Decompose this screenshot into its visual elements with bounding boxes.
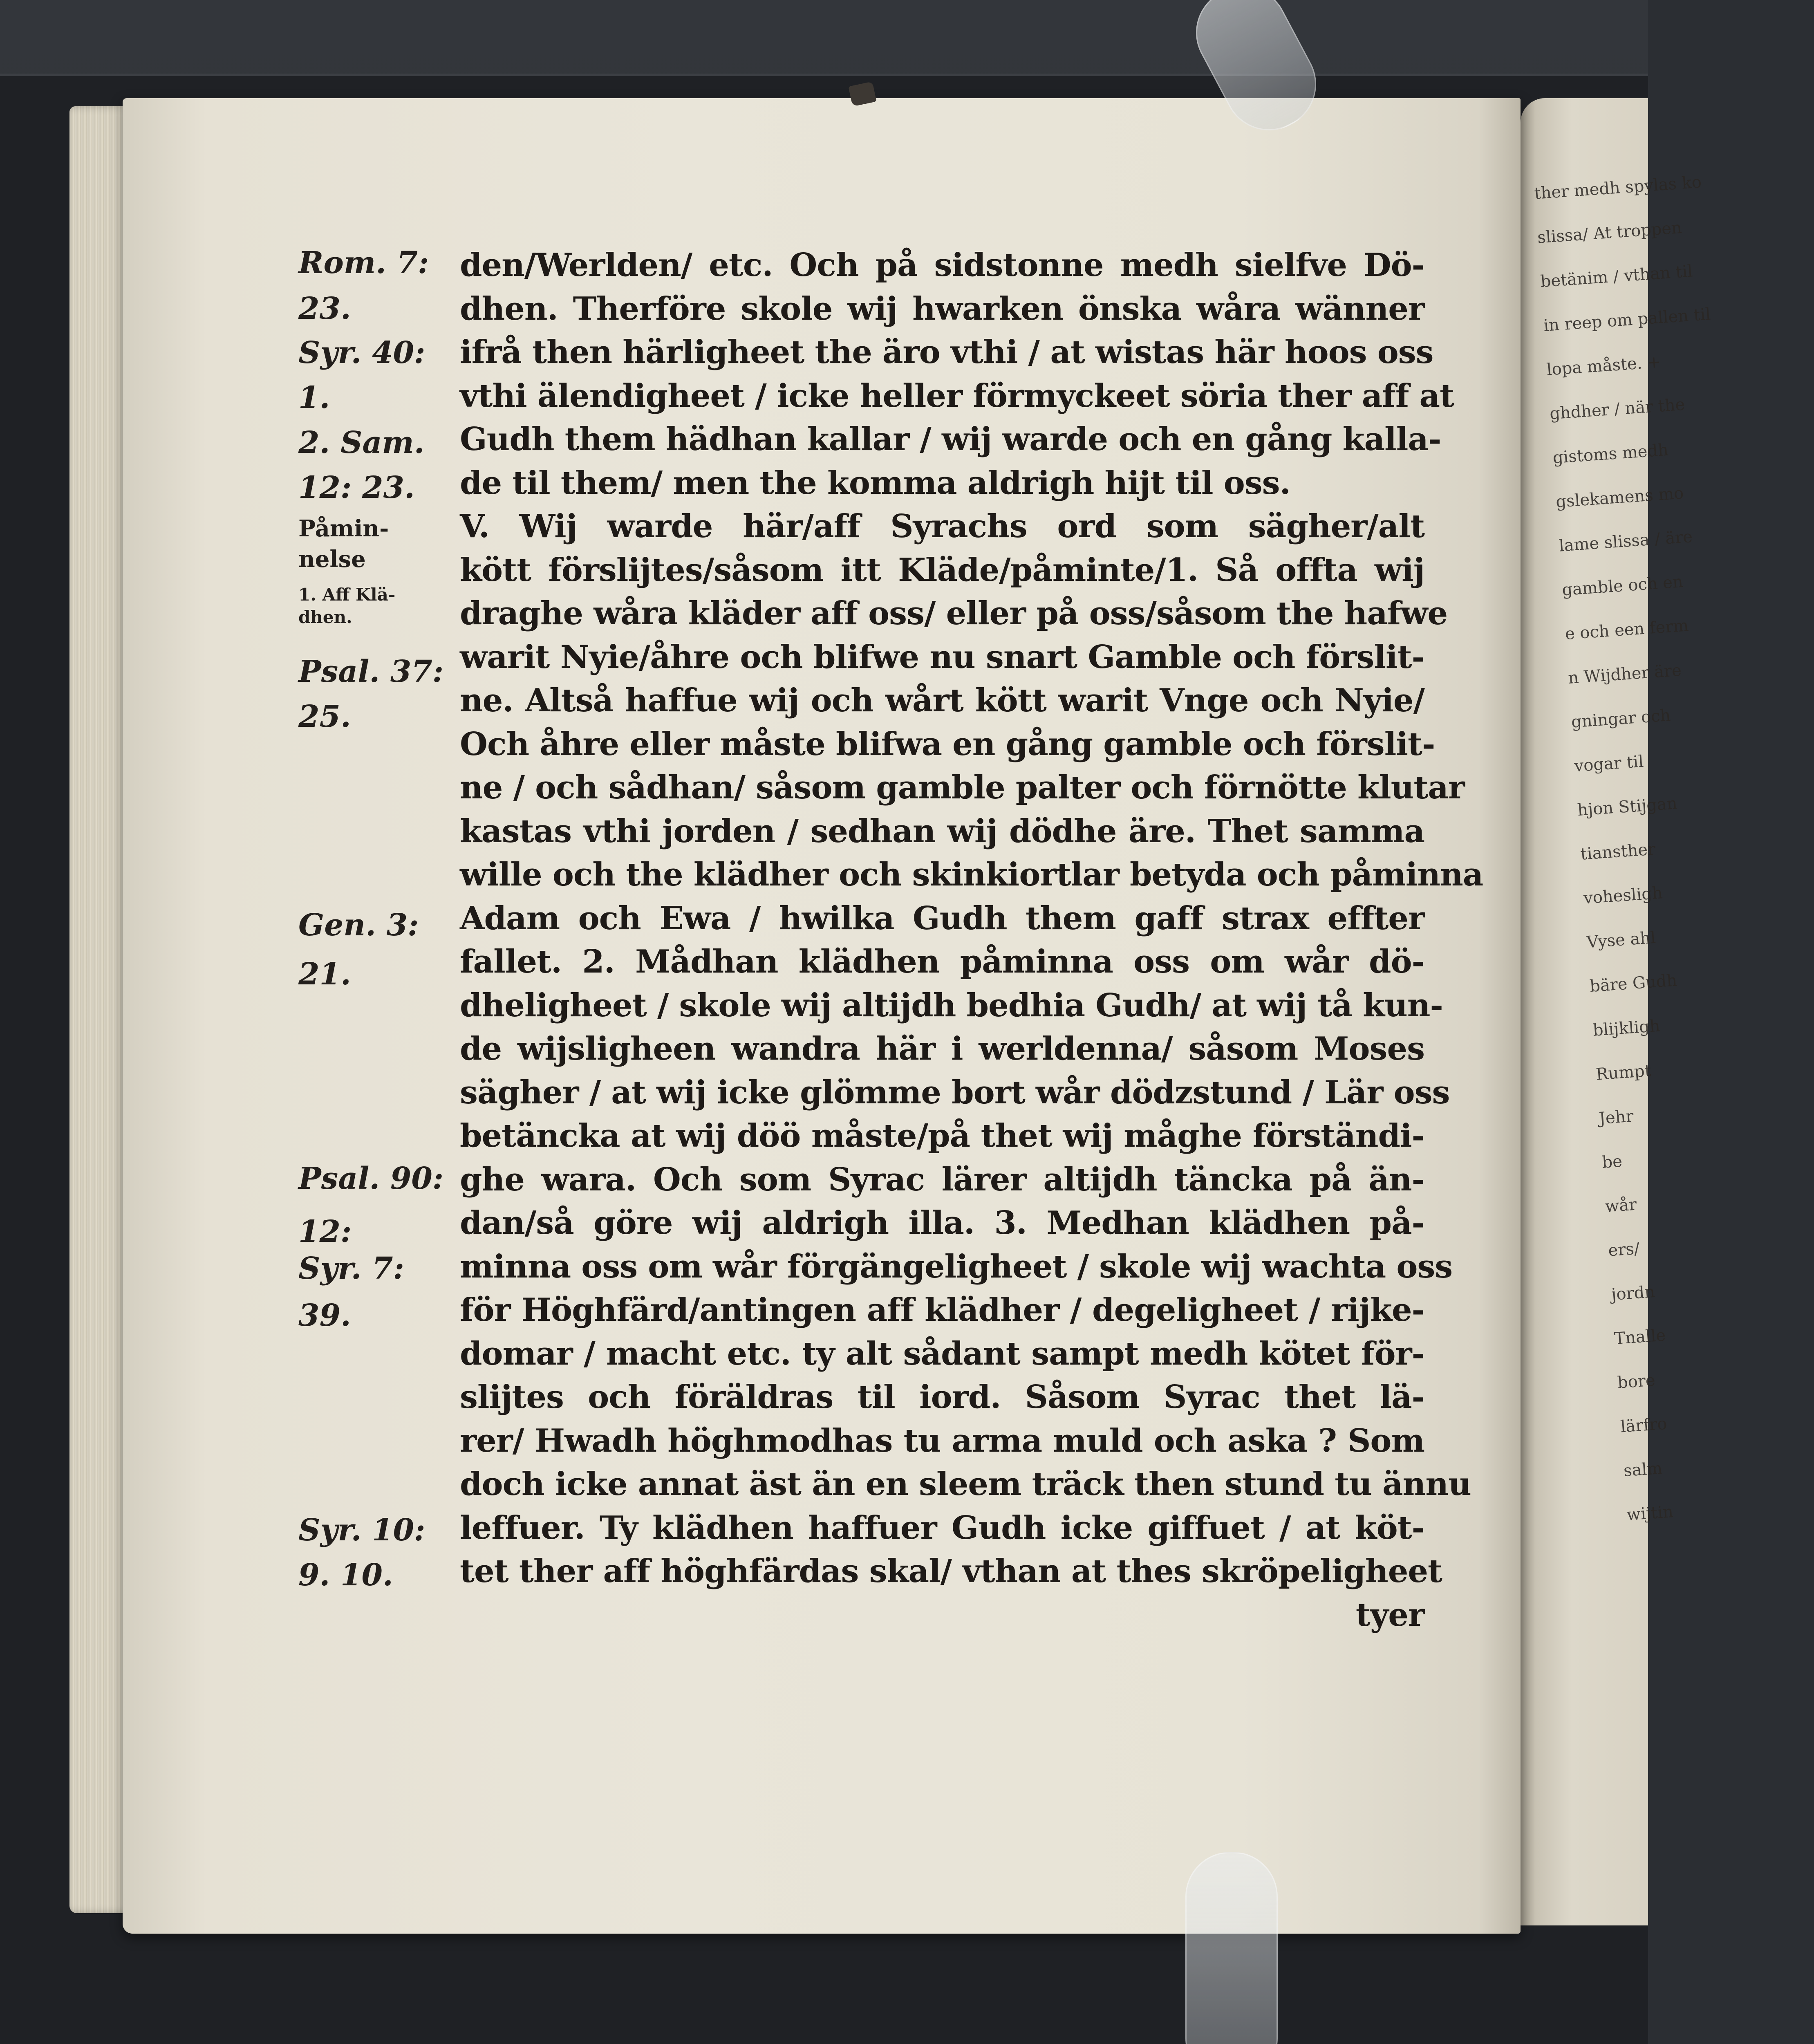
text-line: sägher / at wij icke glömme bort wår dödzstund / Lär oss [460, 1074, 1450, 1111]
margin-note: 9. 10. [298, 1558, 393, 1593]
facing-page-line: be [1601, 1152, 1623, 1172]
facing-page-line: Rumpt [1595, 1061, 1652, 1084]
margin-note: Syr. 10: [298, 1513, 426, 1548]
facing-page-line: wijtin [1626, 1502, 1674, 1524]
margin-note: Psal. 90: [298, 1161, 444, 1196]
text-line: de wijsligheen wandra här i werldenna/ såsom Moses [460, 1030, 1424, 1067]
text-line: dhen. Therföre skole wij hwarken önska wåra wänner [460, 290, 1424, 327]
facing-page-line: betänim / vthan til [1540, 262, 1693, 291]
facing-page-line: lärfro [1620, 1414, 1668, 1437]
facing-page-line: Vyse ahl [1586, 928, 1657, 952]
text-line: ghe wara. Och som Syrac lärer altijdh täncka på än- [460, 1161, 1424, 1198]
facing-page-line: gningar och [1570, 706, 1671, 732]
margin-note: Gen. 3: [298, 908, 419, 943]
margin-note: nelse [298, 546, 366, 573]
text-line: warit Nyie/åhre och blifwe nu snart Gamble och förslit- [460, 638, 1424, 676]
text-line: vthi älendigheet / icke heller förmyckeet söria ther aff at [460, 377, 1454, 415]
margin-note: 12: 23. [298, 470, 415, 505]
text-line: de til them/ men the komma aldrigh hijt til oss. [460, 464, 1290, 502]
facing-page-line: bore [1617, 1371, 1656, 1392]
facing-page-line: lame slissa / äre [1558, 527, 1693, 556]
facing-page-line: wår [1604, 1195, 1637, 1216]
text-line: Gudh them hädhan kallar / wij warde och en gång kalla- [460, 421, 1441, 458]
text-line: draghe wåra kläder aff oss/ eller på oss/såsom the hafwe [460, 595, 1448, 632]
facing-page-text [1533, 163, 1777, 1803]
text-line: dheligheet / skole wij altijdh bedhia Gudh/ at wij tå kun- [460, 986, 1443, 1024]
facing-page-line: gslekamens mo [1555, 484, 1684, 511]
text-line: fallet. 2. Mådhan klädhen påminna oss om wår dö- [460, 943, 1424, 980]
facing-page-line: tiansther [1580, 840, 1656, 864]
catchword: tyer [1355, 1596, 1424, 1634]
margin-note: 1. Aff Klä- [298, 585, 396, 605]
facing-page-line: salm [1623, 1459, 1663, 1481]
text-line: ne. Altså haffue wij och wårt kött warit Vnge och Nyie/ [460, 682, 1424, 719]
text-line: slijtes och föräldras til iord. Såsom Syrac thet lä- [460, 1378, 1424, 1416]
facing-page-line: e och een ferm [1564, 616, 1689, 644]
facing-page-line: in reep om pallen til [1543, 305, 1711, 336]
margin-note: 39. [298, 1298, 351, 1333]
text-line: doch icke annat äst än en sleem träck then stund tu ännu [460, 1466, 1471, 1503]
page-text-block [460, 244, 1483, 1781]
margin-note: 12: [298, 1214, 352, 1249]
margin-note: Rom. 7: [298, 245, 429, 280]
text-line: rer/ Hwadh höghmodhas tu arma muld och aska ? Som [460, 1422, 1424, 1459]
text-line: för Höghfärd/antingen aff klädher / degeligheet / rijke- [460, 1291, 1424, 1329]
facing-page-line: hjon Stijgan [1577, 794, 1678, 820]
facing-page-right [1521, 98, 1711, 1925]
text-line: kött förslijtes/såsom itt Kläde/påminte/1. Så offta wij [460, 551, 1424, 589]
facing-page-line: Jehr [1598, 1107, 1634, 1128]
text-line: domar / macht etc. ty alt sådant sampt medh kötet för- [460, 1335, 1424, 1372]
margin-note: dhen. [298, 607, 352, 627]
text-line: den/Werlden/ etc. Och på sidstonne medh sielfve Dö- [460, 247, 1424, 284]
text-line: V. Wij warde här/aff Syrachs ord som sägher/alt [460, 508, 1424, 545]
facing-page-line: jordn [1610, 1282, 1656, 1304]
margin-note: 23. [298, 291, 351, 326]
text-line: ifrå then härligheet the äro vthi / at wistas här hoos oss [460, 334, 1433, 371]
facing-page-line: bäre Gudh [1589, 971, 1678, 996]
text-line: Adam och Ewa / hwilka Gudh them gaff strax effter [460, 899, 1424, 937]
text-line: kastas vthi jorden / sedhan wij dödhe äre. Thet samma [460, 812, 1424, 850]
facing-page-line: ther medh spylas ko [1534, 173, 1702, 203]
text-line: minna oss om wår förgängeligheet / skole wij wachta oss [460, 1248, 1453, 1285]
text-line: wille och the klädher och skinkiortlar betyda och påminna [460, 856, 1483, 893]
margin-note: Syr. 40: [298, 335, 426, 370]
facing-page-line: gamble och en [1561, 572, 1684, 600]
margin-note: Psal. 37: [298, 654, 444, 689]
page-clip-bottom [1185, 1852, 1278, 2044]
text-line: Och åhre eller måste blifwa en gång gamble och förslit- [460, 725, 1435, 763]
facing-page-line: n Wijdher äre [1568, 661, 1682, 688]
margin-note: Påmin- [298, 515, 389, 542]
margin-note: 1. [298, 380, 330, 415]
margin-note: 2. Sam. [298, 425, 425, 460]
facing-page-line: gistoms medh [1552, 440, 1669, 468]
margin-note: 25. [298, 699, 351, 734]
text-line: tet ther aff höghfärdas skal/ vthan at thes skröpeligheet [460, 1553, 1442, 1590]
facing-page-line: ghdher / när the [1549, 395, 1686, 424]
facing-page-line: Tnalle [1614, 1326, 1666, 1348]
margin-note: 21. [298, 957, 351, 992]
facing-page-line: blijkligh [1592, 1016, 1661, 1040]
facing-page-line: lopa måste. + [1546, 352, 1662, 379]
text-line: leffuer. Ty klädhen haffuer Gudh icke giffuet / at köt- [460, 1509, 1424, 1546]
margin-note: Syr. 7: [298, 1251, 404, 1286]
facing-page-line: vohesligh [1583, 883, 1664, 908]
text-line: ne / och sådhan/ såsom gamble palter och förnötte klutar [460, 769, 1465, 806]
facing-page-line: slissa/ At troppen [1536, 218, 1683, 247]
text-line: dan/så göre wij aldrigh illa. 3. Medhan klädhen på- [460, 1204, 1424, 1242]
text-line: betäncka at wij döö måste/på thet wij måghe förständi- [460, 1117, 1424, 1154]
margin-notes [298, 245, 454, 1676]
facing-page-line: ers/ [1607, 1239, 1640, 1260]
facing-page-line: vogar til [1574, 752, 1644, 776]
